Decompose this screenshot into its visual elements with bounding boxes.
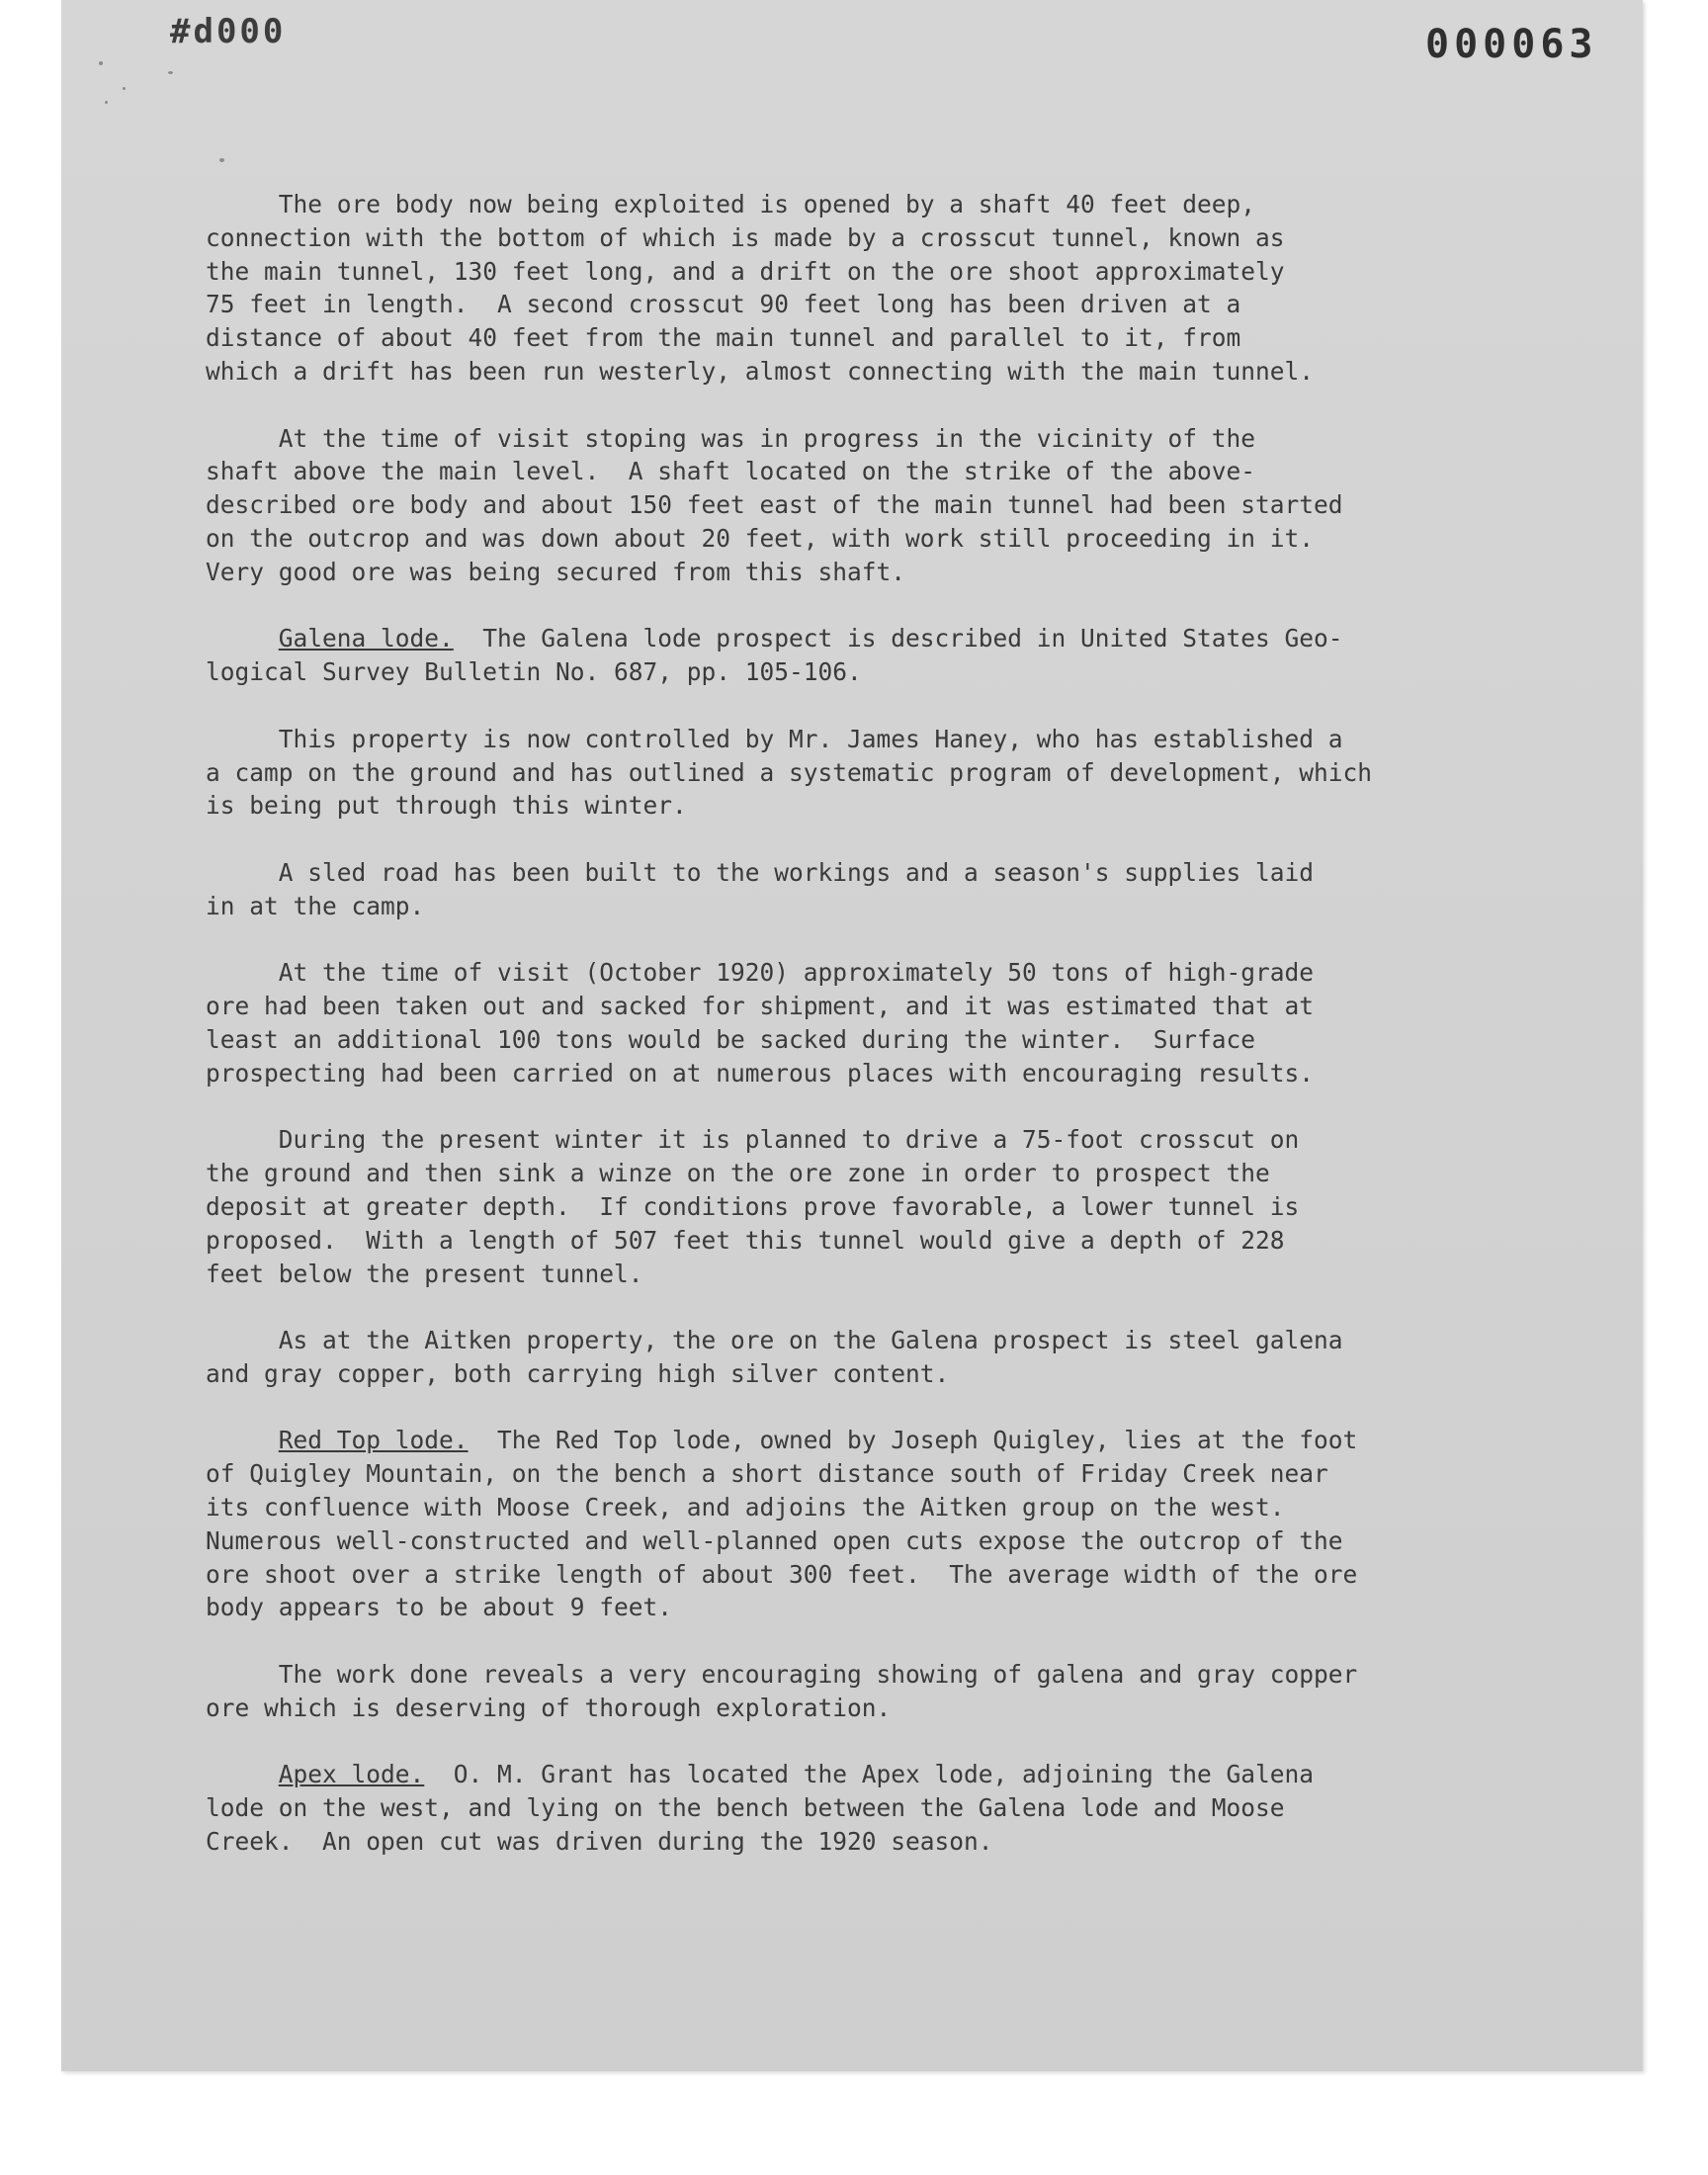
section-heading-apex-lode: Apex lode. xyxy=(278,1760,425,1789)
ink-speck xyxy=(99,61,103,65)
paragraph xyxy=(206,1324,1530,1391)
ink-speck xyxy=(123,87,126,90)
paragraph xyxy=(206,622,1530,689)
paragraph xyxy=(206,188,1530,389)
paragraph-text: The Galena lode prospect is described in United States Geo- logical Survey Bulletin No. 687, pp. 105-106. xyxy=(206,624,1343,687)
paragraph xyxy=(206,723,1530,823)
paragraph-text: At the time of visit (October 1920) approximately 50 tons of high-grade ore had been taken out and sacked for shipment, and it was estimated that at least an additional 100 tons would be sacked during the winter. Surface prospecting had been carried on at numerous places with encouraging results. xyxy=(206,958,1315,1088)
paragraph-text: During the present winter it is planned to drive a 75-foot crosscut on the ground and then sink a winze on the ore zone in order to prospect the deposit at greater depth. If conditions prove favorable, a lower tunnel is proposed. With a length of 507 feet this tunnel would give a depth of 228 feet below the present tunnel. xyxy=(206,1125,1300,1288)
paragraph-text: As at the Aitken property, the ore on the Galena prospect is steel galena and gray copper, both carrying high silver content. xyxy=(206,1326,1343,1388)
paragraph xyxy=(206,856,1530,923)
document-body xyxy=(206,188,1530,1892)
paragraph-text: A sled road has been built to the workings and a season's supplies laid in at the camp. xyxy=(206,857,1315,920)
ink-speck xyxy=(219,158,224,162)
section-heading-red-top-lode: Red Top lode. xyxy=(278,1426,469,1455)
paragraph-text: This property is now controlled by Mr. James Haney, who has established a a camp on the ground and has outlined a systematic program of development, which is being put through this winter. xyxy=(206,724,1373,821)
paragraph-text: The Red Top lode, owned by Joseph Quigley, lies at the foot of Quigley Mountain, on the bench a short distance south of Friday Creek near its confluence with Moose Creek, and adjoins the Aitken group on the west. Numerous well-constructed and well-planned open cuts expose the outcrop of the ore shoot over a strike length of about 300 feet. The average width of the ore body appears to be about 9 feet. xyxy=(206,1426,1358,1622)
paragraph-text: The ore body now being exploited is opened by a shaft 40 feet deep, connection with the bottom of which is made by a crosscut tunnel, known as the main tunnel, 130 feet long, and a drift on the ore shoot approximately 75 feet in length. A second crosscut 90 feet long has been driven at a distance of about 40 feet from the main tunnel and parallel to it, from which a drift has been run westerly, almost connecting with the main tunnel. xyxy=(206,190,1315,386)
page-stamp-left: #d000 xyxy=(170,12,287,51)
paragraph xyxy=(206,1123,1530,1290)
paragraph xyxy=(206,1424,1530,1624)
paragraph-text: O. M. Grant has located the Apex lode, adjoining the Galena lode on the west, and lying on the bench between the Galena lode and Moose Creek. An open cut was driven during the 1920 season. xyxy=(206,1760,1315,1857)
page-number-stamp: 000063 xyxy=(1425,22,1598,67)
paragraph-text: The work done reveals a very encouraging showing of galena and gray copper ore which is deserving of thorough exploration. xyxy=(206,1660,1358,1722)
paragraph xyxy=(206,956,1530,1089)
section-heading-galena-lode: Galena lode. xyxy=(278,624,454,653)
paragraph xyxy=(206,1758,1530,1858)
ink-speck xyxy=(168,71,173,74)
paragraph xyxy=(206,1658,1530,1725)
paragraph-text: At the time of visit stoping was in progress in the vicinity of the shaft above the main level. A shaft located on the strike of the above- described ore body and about 150 feet east of the main tunnel had been started on the outcrop and was down about 20 feet, with work still proceeding in it. Very good ore was being secured from this shaft. xyxy=(206,423,1343,586)
paragraph xyxy=(206,422,1530,589)
ink-speck xyxy=(105,101,108,104)
